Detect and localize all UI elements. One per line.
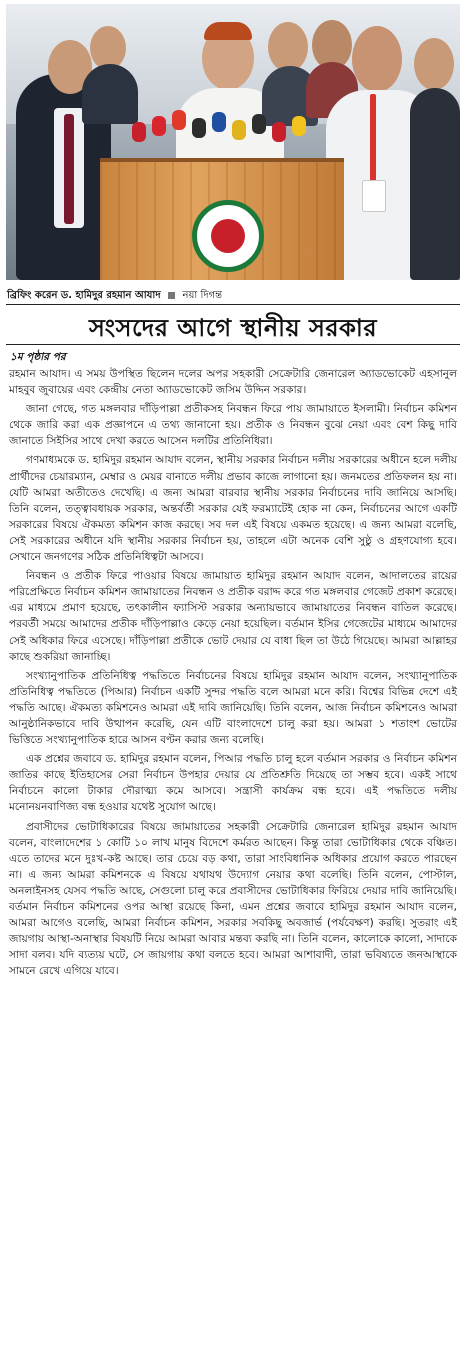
paragraph: রহমান আযাদ। এ সময় উপস্থিত ছিলেন দলের অপর সহকারী সেক্রেটারি জেনারেল অ্যাডভোকেট এহসানুল মাহবুব জুবায়ের এবং কেন্দ্রীয় নেতা অ্যাডভোকেট জসিম উদ্দিন সরকার। <box>9 368 457 397</box>
microphone <box>252 114 266 134</box>
person-right-badge <box>362 180 386 212</box>
person-far-right <box>410 88 460 280</box>
microphone <box>192 118 206 138</box>
person-right-head <box>352 26 402 92</box>
photo-caption <box>7 288 222 305</box>
paragraph: জানা গেছে, গত মঙ্গলবার দাঁড়িপাল্লা প্রতীকসহ নিবন্ধন ফিরে পায় জামায়াতে ইসলামী। নির্বাচন কমিশন থেকে জারি করা এক প্রজ্ঞাপনে এ তথ্য জানানো হয়। প্রতীক ও নিবন্ধন বুঝে নেয়া এবং বেশ কিছু দাবি জানাতে সিইসির সাথে দেখা করতে আসেন দলটির প্রতিনিধিরা। <box>9 403 457 448</box>
separator-square-icon <box>168 292 175 299</box>
person-left-tie <box>64 114 74 224</box>
headline: সংসদের আগে স্থানীয় সরকার <box>88 314 378 342</box>
microphone <box>232 120 246 140</box>
divider-top <box>6 304 460 305</box>
continued-from-label: ১ম পৃষ্ঠার পর <box>10 351 66 363</box>
paragraph: প্রবাসীদের ভোটাধিকারের বিষয়ে জামায়াতের সহকারী সেক্রেটারি জেনারেল হামিদুর রহমান আযাদ বলেন, বাংলাদেশের ১ কোটি ১০ লাখ মানুষ বিদেশে কর্মরত আছেন। কিন্তু তারা ভোটাধিকার থেকে বঞ্চিত। এতে তাদের মনে দুঃখ-কষ্ট আছে। তার চেয়ে বড় কথা, তারা সাংবিধানিক অধিকার প্রয়োগ করতে পারছেন না। এ জন্য আমরা কমিশনকে এ বিষয়ে যথাযথ উদ্যোগ নেয়ার কথা বলেছি। তিনি বলেন, পোস্টাল, অনলাইনসহ যেসব পদ্ধতি আছে, সেগুলো চালু করে প্রবাসীদের ভোটাধিকার ফিরিয়ে দেয়ার দাবি জানিয়েছি। বর্তমান নির্বাচন কমিশনের ওপর আস্থা রয়েছে কিনা, এমন প্রশ্নের জবাবে হামিদুর রহমান আযাদ বলেন, আমরা আগেও বলেছি, আমরা নির্বাচন কমিশন, সরকার সবকিছু অবজার্ভ (পর্যবেক্ষণ) করছি। সুতরাং এই জায়গায় আস্থা-অনাস্থার বিষয়টি নিয়ে আমরা আবার মন্তব্য করছি না। তিনি বলেন, কালোকে কালো, সাদাকে সাদা বলব। যদি ব্যত্যয় ঘটে, সে জায়গায় কথা বলতে হবে। আমরা আশাবাদী, তারা ভবিষ্যতে জনআস্থাকে সামনে রেখে এগিয়ে যাবে। <box>9 820 457 978</box>
paragraph: গণমাধ্যমকে ড. হামিদুর রহমান আযাদ বলেন, স্থানীয় সরকার নির্বাচন দলীয় সরকারের অধীনে হলে দলীয় প্রার্থীদের চেয়ারম্যান, মেম্বার ও মেয়র বানাতে দলীয় প্রভাব কাজে লাগানো হয়। জনমতের প্রতিফলন হয় না। যেটি আমরা অতীতেও দেখেছি। এ জন্য আমরা বারবার স্থানীয় সরকার নির্বাচনের দাবি জানিয়ে আসছি। তিনি বলেন, তত্ত্বাবধায়ক সরকার, অন্তর্বর্তী সরকার যেই ফরম্যাটেই হোক না কেন, নির্বাচনের আগে একটি সরকারের বিষয়ে ঐকমত্য কমিশন কাজ করছে। সব দল এই বিষয়ে একমত হয়েছে। এ জন্য আমরা বলেছি, সেই সরকারের অধীনে যদি স্থানীয় সরকার নির্বাচন হয়, তাহলে এটা অনেক বেশি সুষ্ঠু ও গ্রহণযোগ্য হবে। সেখানে জনগণের সঠিক প্রতিনিধিত্বটা আসবে। <box>9 454 457 564</box>
person-bg-2-head <box>268 22 308 72</box>
person-bg-1 <box>82 64 138 124</box>
person-right-lanyard <box>370 94 376 184</box>
article-body <box>9 366 457 982</box>
microphone <box>152 116 166 136</box>
caption-text: ব্রিফিং করেন ড. হামিদুর রহমান আযাদ <box>7 290 161 301</box>
divider-bottom <box>6 344 460 345</box>
paragraph: সংখ্যানুপাতিক প্রতিনিধিত্ব পদ্ধতিতে নির্বাচনের বিষয়ে হামিদুর রহমান আযাদ বলেন, সংখ্যানুপাতিক প্রতিনিধিত্ব পদ্ধতিতে (পিআর) নির্বাচন একটি সুন্দর পদ্ধতি বলে আমরা মনে করি। বিশ্বের বিভিন্ন দেশে এই পদ্ধতি আছে। ঐকমত্য কমিশনেও আমরা এই দাবি জানিয়েছি। তিনি বলেন, আজ নির্বাচন কমিশনেও আমরা আনুষ্ঠানিকভাবে দাবি উত্থাপন করেছি, যেন এটি বাংলাদেশে চালু করা হয়। আমরা ১ শতাংশ ভোটের ভিত্তিতে সংখ্যানুপাতিক হারে আসন বণ্টন করার জন্য বলেছি। <box>9 669 457 747</box>
microphone <box>212 112 226 132</box>
caption-source: নয়া দিগন্ত <box>182 290 223 301</box>
microphone <box>292 116 306 136</box>
microphone <box>132 122 146 142</box>
emblem-center <box>211 219 245 253</box>
paragraph: নিবন্ধন ও প্রতীক ফিরে পাওয়ার বিষয়ে জামায়াত হামিদুর রহমান আযাদ বলেন, আদালতের রায়ের পরিপ্রেক্ষিতে নির্বাচন কমিশন জামায়াতের নিবন্ধন ও প্রতীক বরাদ্দ করে গত মঙ্গলবার গেজেট প্রকাশ করেছে। এর মাধ্যমে প্রমাণ হয়েছে, তৎকালীন ফ্যাসিস্ট সরকার অন্যায়ভাবে জামায়াতের নিবন্ধন বাতিল করেছে। পরবর্তী সময়ে আমাদের প্রতীক দাঁড়িপাল্লাও কেড়ে নেয়া হয়েছিল। বর্তমান ইসির গেজেটের মাধ্যমে আমাদের সেই অধিকার ফিরে এসেছে। দাঁড়িপাল্লা প্রতীকে ভোট দেয়ার যে বাধা ছিল তা উঠে গিয়েছে। আমরা আল্লাহর কাছে শুকরিয়া জানাচ্ছি। <box>9 570 457 663</box>
paragraph: এক প্রশ্নের জবাবে ড. হামিদুর রহমান বলেন, পিআর পদ্ধতি চালু হলে বর্তমান সরকার ও নির্বাচন কমিশন জাতির কাছে ইতিহাসের সেরা নির্বাচন উপহার দেয়ার যে প্রতিশ্রুতি দিয়েছে তা সম্ভব হবে। একই সাথে নির্বাচনে কালো টাকার দৌরাত্ম্য কমে আসবে। সন্ত্রাসী কার্যক্রম বন্ধ হবে। এই পদ্ধতিতে দলীয় মনোনয়নবাণিজ্য বন্ধ হওয়ার যথেষ্ট সুযোগ আছে। <box>9 753 457 814</box>
microphone <box>172 110 186 130</box>
microphone <box>272 122 286 142</box>
news-photo <box>6 4 460 280</box>
party-emblem-logo <box>192 200 264 272</box>
person-far-right-head <box>414 38 454 90</box>
person-center-hair <box>204 22 252 40</box>
